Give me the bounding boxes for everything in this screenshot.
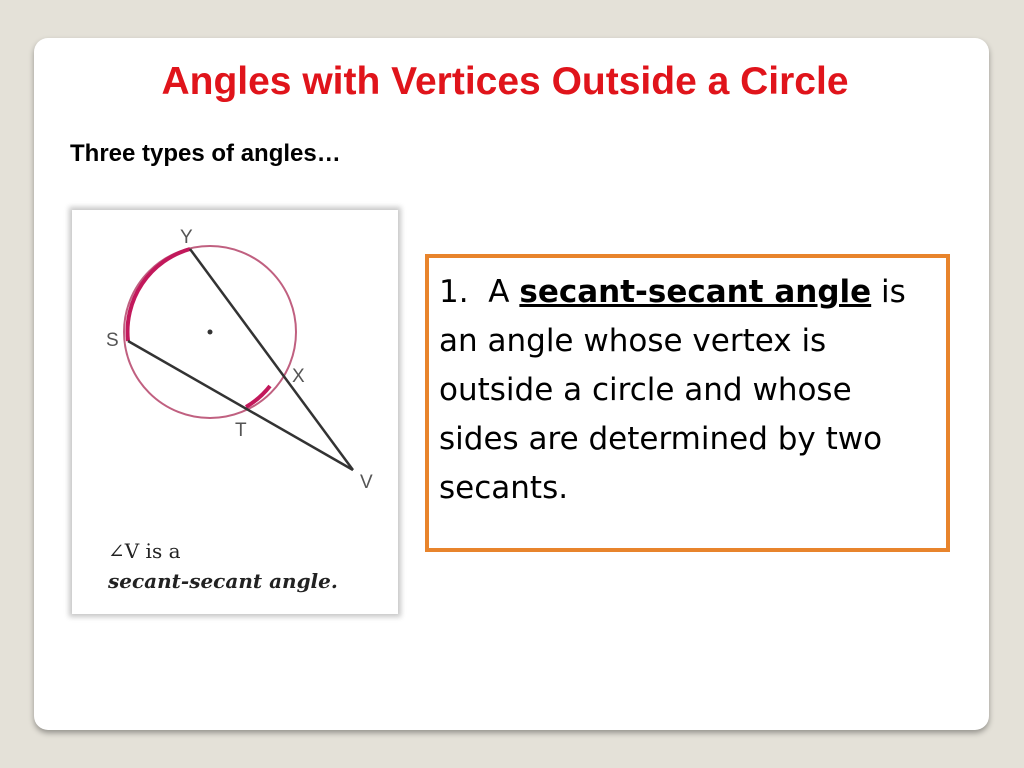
secant-diagram-figure bbox=[72, 210, 398, 614]
slide-title: Angles with Vertices Outside a Circle bbox=[161, 60, 849, 103]
definition-number: 1. bbox=[439, 274, 469, 310]
definition-box bbox=[425, 254, 950, 552]
caption-line-2: secant-secant angle. bbox=[108, 569, 338, 593]
definition-text: is an angle whose vertex is outside a circle and whose sides are determined by two secants. bbox=[439, 274, 906, 506]
secant-line-yv bbox=[190, 249, 353, 470]
arc-sy bbox=[127, 249, 190, 341]
point-label-v: V bbox=[360, 472, 373, 493]
definition-article: A bbox=[488, 274, 510, 310]
definition-term: secant-secant angle bbox=[519, 274, 872, 310]
caption-line-1: ∠V is a bbox=[108, 539, 181, 563]
point-label-s: S bbox=[106, 330, 119, 351]
secant-line-sv bbox=[128, 341, 353, 470]
point-label-t: T bbox=[235, 420, 247, 441]
circle-center-dot bbox=[208, 330, 213, 335]
point-label-y: Y bbox=[180, 227, 193, 248]
figure-caption bbox=[108, 536, 338, 596]
slide-subtitle: Three types of angles… bbox=[70, 140, 341, 167]
point-label-x: X bbox=[292, 366, 305, 387]
